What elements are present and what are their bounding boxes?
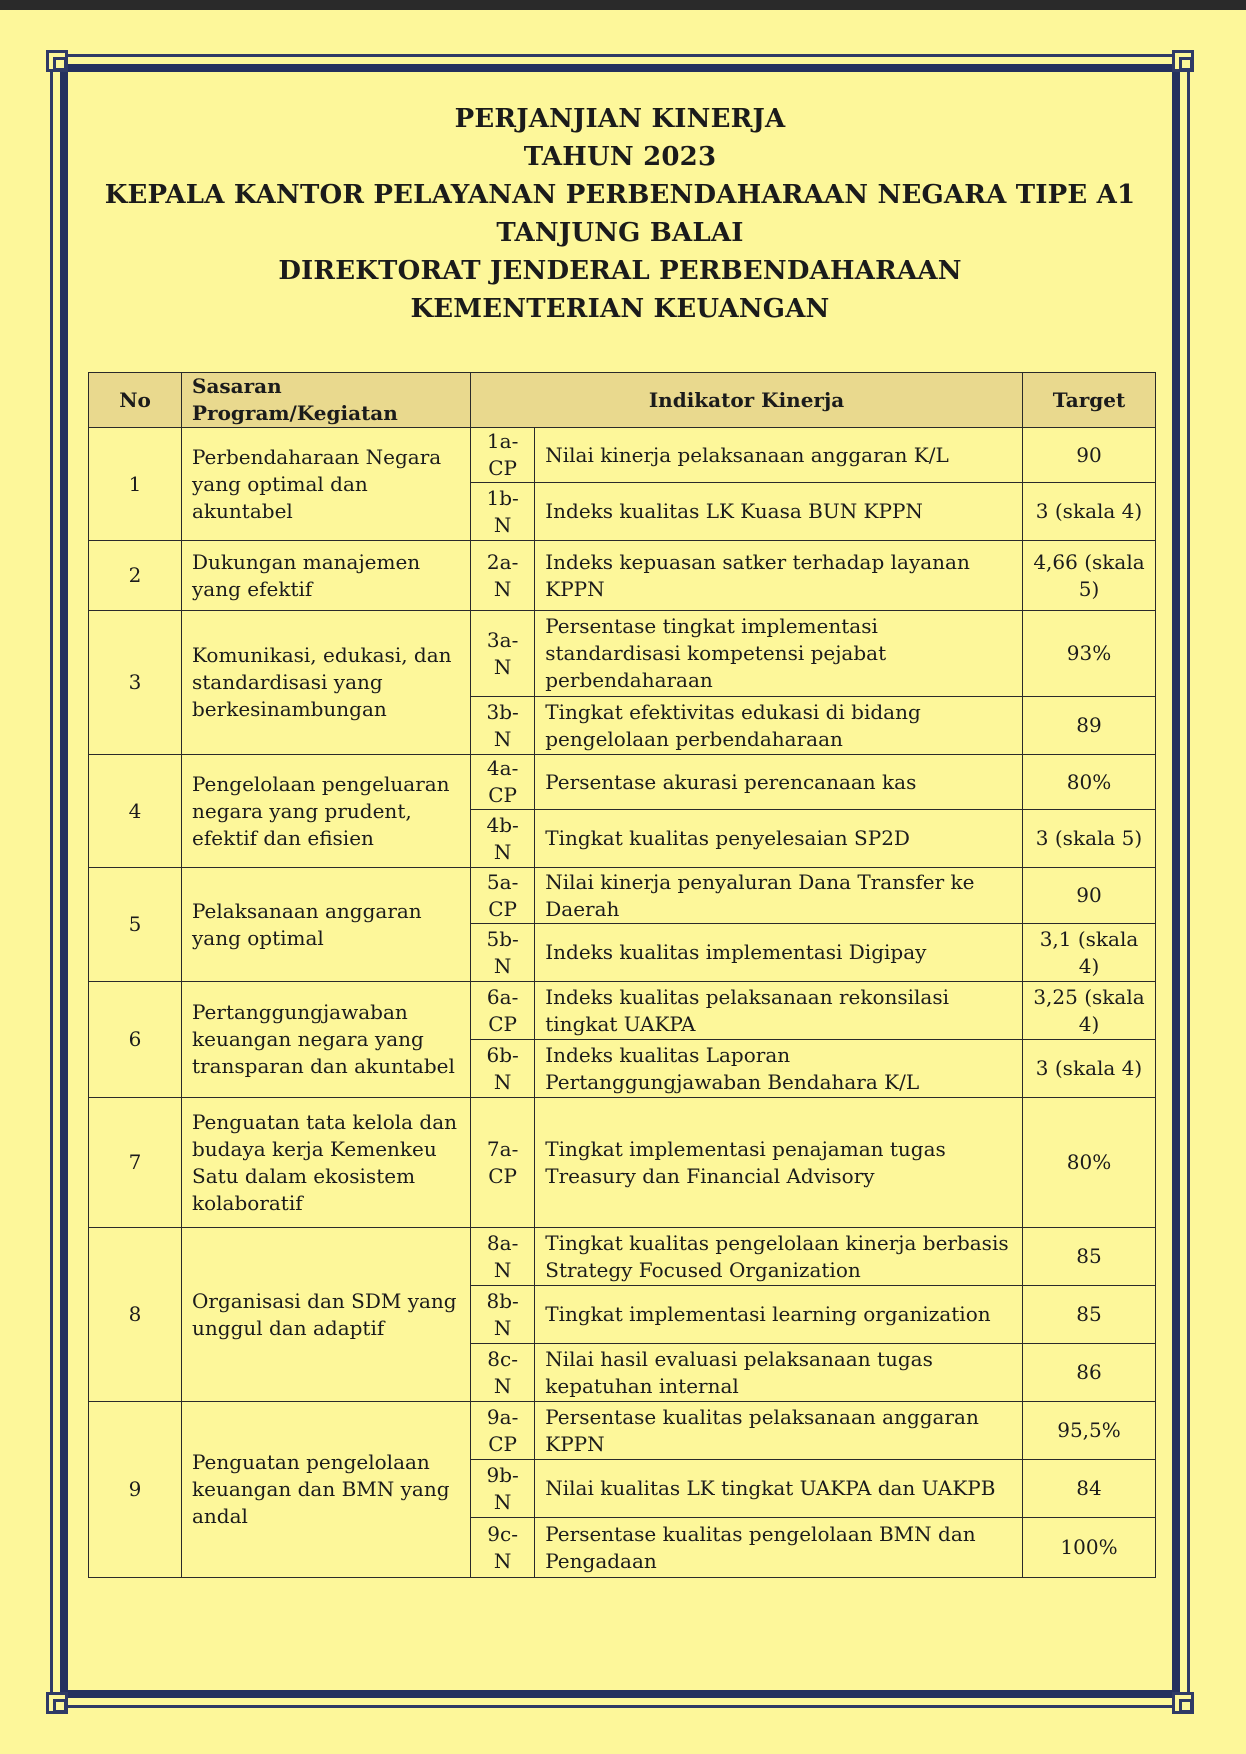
cell-no: 5 xyxy=(89,868,182,982)
cell-indicator-code: 8b-N xyxy=(471,1286,535,1344)
title-line: PERJANJIAN KINERJA xyxy=(454,104,786,134)
cell-sasaran: Komunikasi, edukasi, dan standardisasi yang berkesinambungan xyxy=(182,611,471,755)
cell-indicator-text: Persentase akurasi perencanaan kas xyxy=(535,755,1023,810)
cell-no: 6 xyxy=(89,982,182,1098)
cell-no: 1 xyxy=(89,428,182,541)
cell-indicator-code: 8c-N xyxy=(471,1344,535,1402)
cell-no: 7 xyxy=(89,1098,182,1228)
header-target: Target xyxy=(1023,373,1156,428)
title-line: TANJUNG BALAI xyxy=(496,218,744,248)
cell-indicator-text: Indeks kualitas Laporan Pertanggungjawaban Bendahara K/L xyxy=(535,1040,1023,1098)
header-indikator: Indikator Kinerja xyxy=(471,373,1023,428)
cell-target: 90 xyxy=(1023,868,1156,924)
table-row xyxy=(89,982,1156,1040)
cell-sasaran: Pengelolaan pengeluaran negara yang prudent, efektif dan efisien xyxy=(182,755,471,868)
table-header-row xyxy=(89,373,1156,428)
cell-indicator-text: Indeks kualitas LK Kuasa BUN KPPN xyxy=(535,483,1023,541)
table-row xyxy=(89,1402,1156,1460)
cell-target: 3 (skala 4) xyxy=(1023,1040,1156,1098)
document-title xyxy=(90,100,1150,328)
cell-indicator-code: 7a-CP xyxy=(471,1098,535,1228)
corner-ornament-bottom-right xyxy=(1172,1692,1194,1714)
cell-target: 84 xyxy=(1023,1460,1156,1518)
cell-indicator-code: 8a-N xyxy=(471,1228,535,1286)
scan-top-edge xyxy=(0,0,1246,10)
cell-target: 85 xyxy=(1023,1286,1156,1344)
cell-indicator-text: Indeks kualitas implementasi Digipay xyxy=(535,924,1023,982)
cell-target: 100% xyxy=(1023,1518,1156,1578)
cell-target: 85 xyxy=(1023,1228,1156,1286)
cell-target: 86 xyxy=(1023,1344,1156,1402)
cell-indicator-code: 1b-N xyxy=(471,483,535,541)
cell-indicator-code: 2a-N xyxy=(471,541,535,611)
cell-indicator-code: 3b-N xyxy=(471,697,535,755)
performance-table xyxy=(88,372,1156,1578)
cell-sasaran: Penguatan tata kelola dan budaya kerja Kemenkeu Satu dalam ekosistem kolaboratif xyxy=(182,1098,471,1228)
cell-indicator-code: 6a-CP xyxy=(471,982,535,1040)
cell-indicator-text: Nilai kinerja penyaluran Dana Transfer ke Daerah xyxy=(535,868,1023,924)
cell-indicator-code: 6b-N xyxy=(471,1040,535,1098)
corner-ornament-bottom-left xyxy=(46,1692,68,1714)
cell-indicator-code: 9a-CP xyxy=(471,1402,535,1460)
table-row xyxy=(89,1098,1156,1228)
cell-target: 89 xyxy=(1023,697,1156,755)
cell-target: 3 (skala 5) xyxy=(1023,810,1156,868)
cell-target: 95,5% xyxy=(1023,1402,1156,1460)
table-row xyxy=(89,1228,1156,1286)
cell-indicator-code: 4a-CP xyxy=(471,755,535,810)
cell-indicator-text: Nilai kinerja pelaksanaan anggaran K/L xyxy=(535,428,1023,483)
cell-indicator-text: Indeks kepuasan satker terhadap layanan KPPN xyxy=(535,541,1023,611)
cell-no: 4 xyxy=(89,755,182,868)
table-row xyxy=(89,428,1156,483)
table-row xyxy=(89,868,1156,924)
cell-indicator-code: 3a-N xyxy=(471,611,535,697)
header-no: No xyxy=(89,373,182,428)
table-row xyxy=(89,611,1156,697)
cell-no: 3 xyxy=(89,611,182,755)
cell-target: 3,25 (skala 4) xyxy=(1023,982,1156,1040)
cell-indicator-code: 1a-CP xyxy=(471,428,535,483)
cell-indicator-text: Nilai hasil evaluasi pelaksanaan tugas kepatuhan internal xyxy=(535,1344,1023,1402)
title-line: TAHUN 2023 xyxy=(523,142,717,172)
cell-indicator-text: Tingkat kualitas penyelesaian SP2D xyxy=(535,810,1023,868)
cell-no: 2 xyxy=(89,541,182,611)
cell-sasaran: Dukungan manajemen yang efektif xyxy=(182,541,471,611)
cell-indicator-text: Persentase kualitas pelaksanaan anggaran KPPN xyxy=(535,1402,1023,1460)
table-row xyxy=(89,541,1156,611)
cell-sasaran: Organisasi dan SDM yang unggul dan adaptif xyxy=(182,1228,471,1402)
cell-indicator-text: Indeks kualitas pelaksanaan rekonsilasi tingkat UAKPA xyxy=(535,982,1023,1040)
title-line: KEPALA KANTOR PELAYANAN PERBENDAHARAAN NEGARA TIPE A1 xyxy=(104,180,1136,210)
cell-indicator-code: 9c-N xyxy=(471,1518,535,1578)
cell-no: 9 xyxy=(89,1402,182,1578)
cell-sasaran: Pertanggungjawaban keuangan negara yang transparan dan akuntabel xyxy=(182,982,471,1098)
cell-target: 90 xyxy=(1023,428,1156,483)
corner-ornament-top-right xyxy=(1172,50,1194,72)
document-page xyxy=(0,10,1246,1754)
cell-target: 3,1 (skala 4) xyxy=(1023,924,1156,982)
title-line: DIREKTORAT JENDERAL PERBENDAHARAAN xyxy=(278,256,962,286)
cell-sasaran: Penguatan pengelolaan keuangan dan BMN yang andal xyxy=(182,1402,471,1578)
cell-indicator-text: Tingkat efektivitas edukasi di bidang pengelolaan perbendaharaan xyxy=(535,697,1023,755)
cell-sasaran: Pelaksanaan anggaran yang optimal xyxy=(182,868,471,982)
cell-target: 93% xyxy=(1023,611,1156,697)
cell-indicator-code: 5a-CP xyxy=(471,868,535,924)
cell-indicator-text: Nilai kualitas LK tingkat UAKPA dan UAKPB xyxy=(535,1460,1023,1518)
cell-target: 80% xyxy=(1023,755,1156,810)
cell-indicator-text: Tingkat kualitas pengelolaan kinerja berbasis Strategy Focused Organization xyxy=(535,1228,1023,1286)
title-line: KEMENTERIAN KEUANGAN xyxy=(410,294,830,324)
cell-no: 8 xyxy=(89,1228,182,1402)
cell-target: 3 (skala 4) xyxy=(1023,483,1156,541)
corner-ornament-top-left xyxy=(46,50,68,72)
cell-indicator-text: Tingkat implementasi learning organization xyxy=(535,1286,1023,1344)
table-body xyxy=(89,428,1156,1578)
cell-sasaran: Perbendaharaan Negara yang optimal dan akuntabel xyxy=(182,428,471,541)
cell-indicator-text: Persentase tingkat implementasi standardisasi kompetensi pejabat perbendaharaan xyxy=(535,611,1023,697)
cell-target: 80% xyxy=(1023,1098,1156,1228)
cell-target: 4,66 (skala 5) xyxy=(1023,541,1156,611)
cell-indicator-code: 5b-N xyxy=(471,924,535,982)
table-row xyxy=(89,755,1156,810)
cell-indicator-code: 9b-N xyxy=(471,1460,535,1518)
cell-indicator-code: 4b-N xyxy=(471,810,535,868)
header-sasaran: Sasaran Program/Kegiatan xyxy=(182,373,471,428)
cell-indicator-text: Persentase kualitas pengelolaan BMN dan Pengadaan xyxy=(535,1518,1023,1578)
cell-indicator-text: Tingkat implementasi penajaman tugas Treasury dan Financial Advisory xyxy=(535,1098,1023,1228)
